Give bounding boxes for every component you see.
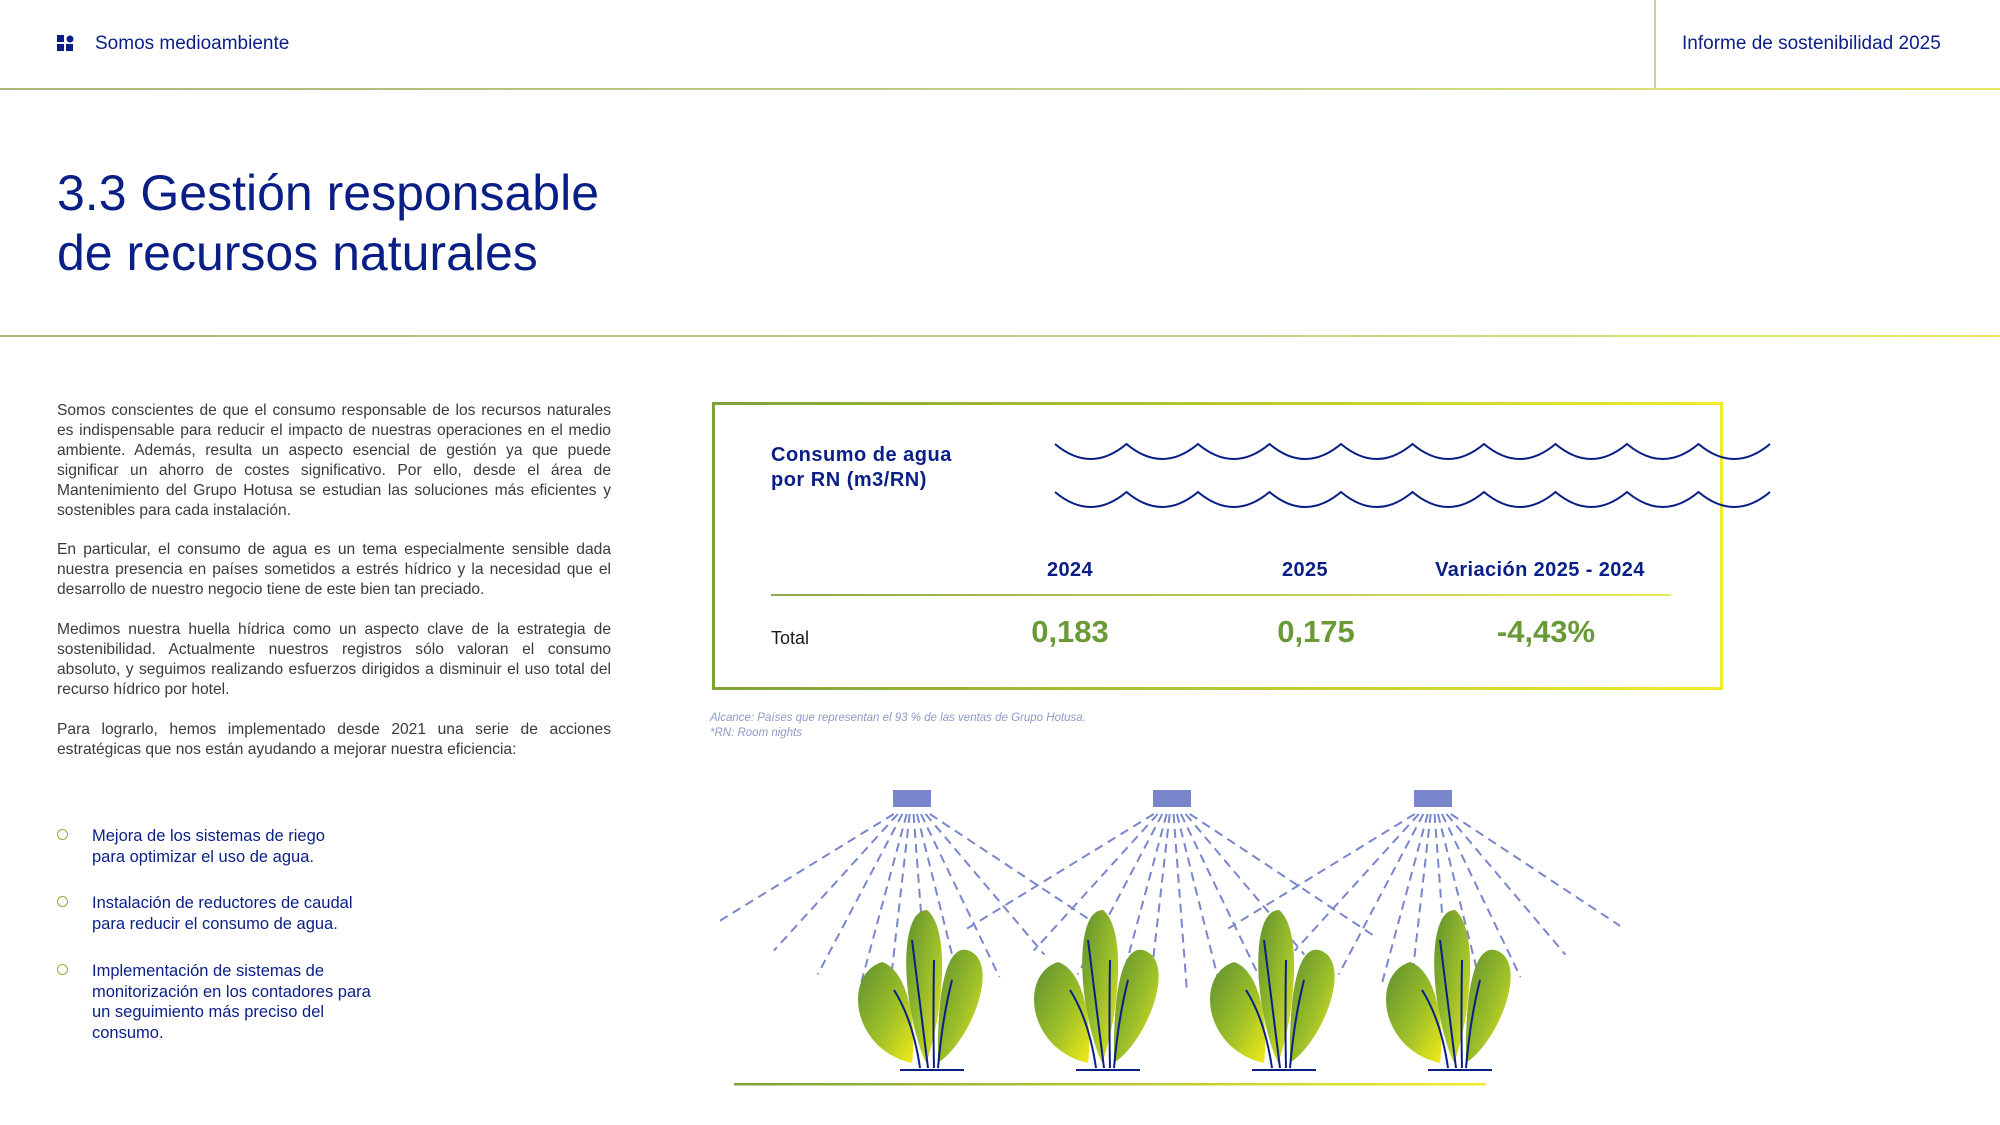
bullet-text: Instalación de reductores de caudal (92, 894, 353, 912)
page-title-line-2: de recursos naturales (57, 225, 538, 281)
paragraph-water-stress: En particular, el consumo de agua es un tema especialmente sensible dada nuestra presencia en países sometidos a estrés hídrico y la necesidad que el desarrollo de nuestro negocio tiene de este bien tan preciado. (57, 541, 611, 598)
water-spray-line (926, 814, 1045, 955)
plant-icon (858, 910, 983, 1070)
water-spray-line (860, 814, 907, 987)
water-spray-line (930, 814, 1114, 936)
title-rule (0, 335, 2000, 337)
bullet-text: un seguimiento más preciso del (92, 1003, 325, 1021)
water-spray-line (1181, 814, 1260, 977)
plant-icon (1386, 910, 1511, 1070)
bullet-text: Mejora de los sistemas de riego (92, 827, 325, 845)
column-header-variation: Variación 2025 - 2024 (1435, 559, 1645, 581)
bullet-circle-icon (57, 964, 68, 975)
water-spray-line (720, 814, 894, 930)
sprinkler-icon (1153, 790, 1191, 807)
column-header-2025: 2025 (1281, 559, 1329, 581)
plant-icon (1034, 910, 1159, 1070)
column-header-2024: 2024 (1046, 559, 1094, 581)
scope-note: Alcance: Países que representan el 93 % de las ventas de Grupo Hotusa. (710, 712, 1086, 724)
water-spray-line (1226, 814, 1415, 930)
header-section-label: Somos medioambiente (95, 33, 290, 54)
paragraph-water-footprint: Medimos nuestra huella hídrica como un aspecto clave de la estrategia de sostenibilidad. Actualmente nuestros registros sólo valoran el consumo absoluto, y seguimos realizando esfuerzos dirigidos a disminuir el uso total del recurso hídrico por hotel. (57, 621, 611, 698)
water-spray-line (1381, 814, 1428, 987)
value-2025: 0,175 (1277, 614, 1355, 649)
logo-mark-icon (57, 35, 76, 54)
bullet-text: consumo. (92, 1023, 164, 1042)
water-spray-line (1295, 814, 1419, 951)
page-title-line-1: 3.3 Gestión responsable (57, 165, 600, 221)
table-title (771, 443, 952, 493)
row-label-total: Total (771, 628, 810, 648)
water-spray-line (1339, 814, 1424, 974)
header-report-title: Informe de sostenibilidad 2025 (1682, 33, 1941, 54)
water-spray-line (965, 814, 1154, 930)
bullet-text: para optimizar el uso de agua. (92, 847, 314, 866)
table-title-line-1: Consumo de agua (771, 444, 952, 466)
table-title-line-2: por RN (m3/RN) (771, 469, 927, 491)
water-spray-line (818, 814, 903, 974)
sprinkler-icon (893, 790, 931, 807)
header-divider (1654, 0, 1656, 89)
bullet-text: para reducir el consumo de agua. (92, 914, 338, 933)
water-spray-line (1174, 814, 1187, 992)
rn-note: *RN: Room nights (710, 727, 803, 739)
plant-icon (1210, 910, 1335, 1070)
header-rule (0, 88, 2000, 90)
page-title (57, 163, 757, 283)
water-spray-line (1177, 814, 1220, 988)
value-2024: 0,183 (1031, 614, 1109, 649)
water-wave-icon (1050, 436, 1775, 516)
bullet-text: Implementación de sistemas de (92, 962, 325, 980)
irrigation-illustration (720, 780, 1620, 1100)
bullet-text: monitorización en los contadores para (92, 982, 371, 1001)
bullet-circle-icon (57, 829, 68, 840)
bullet-circle-icon (57, 896, 68, 907)
ground-line (734, 1083, 1486, 1086)
value-variation: -4,43% (1496, 614, 1596, 649)
sprinkler-icon (1414, 790, 1452, 807)
paragraph-actions: Para lograrlo, hemos implementado desde 2021 una serie de acciones estratégicas que nos están ayudando a mejorar nuestra eficiencia: (57, 721, 611, 758)
paragraph-intro: Somos conscientes de que el consumo responsable de los recursos naturales es indispensable para reducir el impacto de nuestras operaciones en el medio ambiente. Además, resulta un aspecto esencial de gestión ya que puede significar un ahorro de costes significativo. Por ello, desde el área de Mantenimiento del Grupo Hotusa se estudian las soluciones más eficientes y sostenibles para cada instalación. (57, 402, 611, 519)
water-spray-line (774, 814, 898, 951)
table-divider (771, 594, 1671, 596)
